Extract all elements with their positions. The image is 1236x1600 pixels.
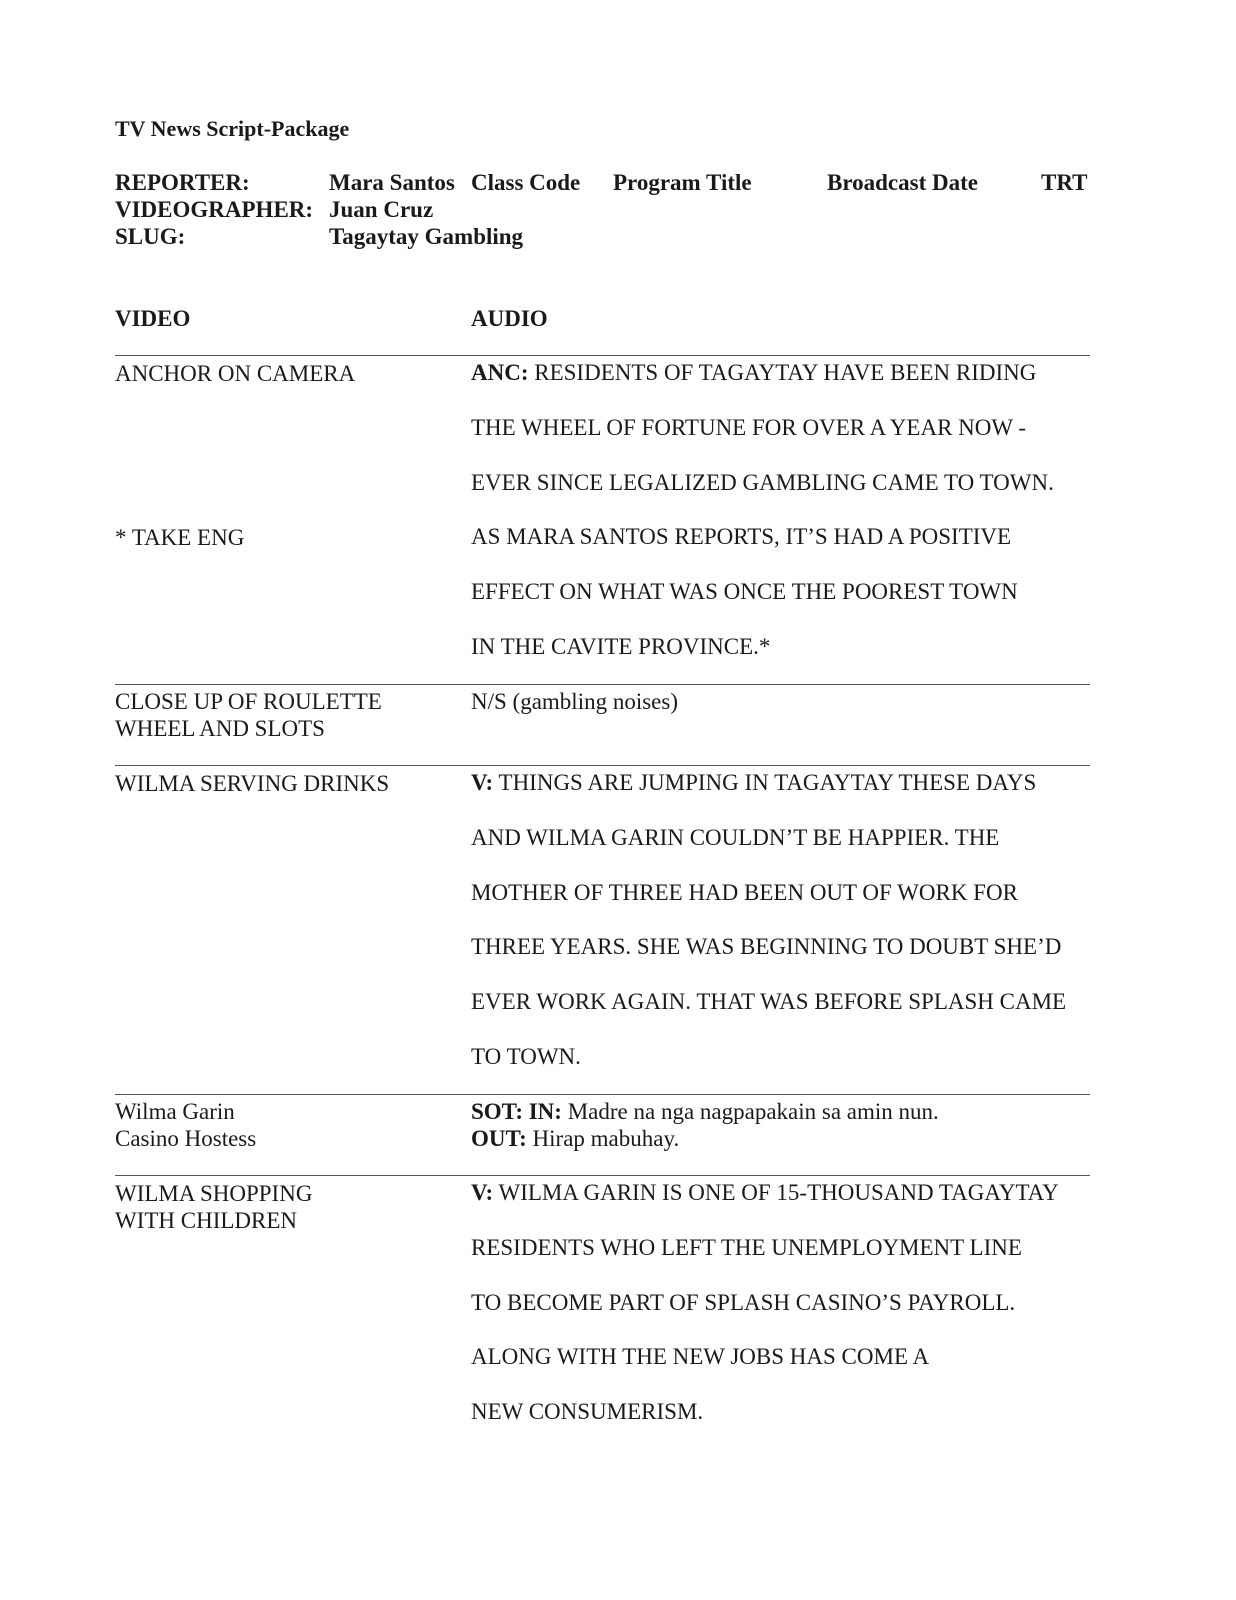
reporter-label: REPORTER: <box>115 170 250 195</box>
audio-line: V: WILMA GARIN IS ONE OF 15-THOUSAND TAGAYTAY <box>471 1180 1059 1205</box>
video-line: * TAKE ENG <box>115 525 245 550</box>
row-3-audio <box>471 756 1066 1085</box>
super-title: Casino Hostess <box>115 1126 257 1151</box>
row-5-video <box>115 1180 312 1234</box>
audio-line: THE WHEEL OF FORTUNE FOR OVER A YEAR NOW - <box>471 414 1027 440</box>
video-column-header: VIDEO <box>115 306 191 331</box>
audio-line: V: THINGS ARE JUMPING IN TAGAYTAY THESE DAYS <box>471 770 1037 795</box>
row-4-video <box>115 1098 256 1152</box>
audio-speaker-label: ANC: <box>471 360 529 385</box>
audio-line: TO TOWN. <box>471 1043 581 1069</box>
audio-line: EVER WORK AGAIN. THAT WAS BEFORE SPLASH CAME <box>471 989 1067 1015</box>
super-name: Wilma Garin <box>115 1099 235 1124</box>
row-3-video <box>115 770 389 797</box>
audio-line: ANC: RESIDENTS OF TAGAYTAY HAVE BEEN RIDING <box>471 360 1037 385</box>
row-1-video <box>115 360 355 387</box>
videographer-value: Juan Cruz <box>329 197 434 222</box>
audio-line: NEW CONSUMERISM. <box>471 1399 704 1425</box>
audio-line: EFFECT ON WHAT WAS ONCE THE POOREST TOWN <box>471 579 1018 605</box>
audio-line: RESIDENTS WHO LEFT THE UNEMPLOYMENT LINE <box>471 1234 1022 1260</box>
video-line: WILMA SERVING DRINKS <box>115 771 390 796</box>
row-1-audio <box>471 346 1054 675</box>
audio-line: N/S (gambling noises) <box>471 689 678 714</box>
audio-speaker-label: V: <box>471 770 494 795</box>
audio-line: EVER SINCE LEGALIZED GAMBLING CAME TO TOWN. <box>471 469 1054 495</box>
audio-line: IN THE CAVITE PROVINCE.* <box>471 633 771 659</box>
video-line: WITH CHILDREN <box>115 1208 298 1233</box>
audio-line: AND WILMA GARIN COULDN’T BE HAPPIER. THE <box>471 824 1000 850</box>
video-line: WHEEL AND SLOTS <box>115 716 325 741</box>
videographer-label: VIDEOGRAPHER: <box>115 197 314 222</box>
row-1-video-cue <box>115 524 244 551</box>
document-title: TV News Script-Package <box>115 116 350 141</box>
class-code-label: Class Code <box>471 170 581 195</box>
audio-column-header: AUDIO <box>471 306 548 331</box>
row-2-audio <box>471 688 678 715</box>
row-4-audio <box>471 1098 939 1152</box>
trt-label: TRT <box>1041 170 1088 195</box>
row-divider <box>115 684 1090 685</box>
slug-value: Tagaytay Gambling <box>329 224 524 249</box>
broadcast-date-label: Broadcast Date <box>827 170 978 195</box>
sot-out-label: OUT: <box>471 1126 527 1151</box>
slug-label: SLUG: <box>115 224 186 249</box>
video-line: ANCHOR ON CAMERA <box>115 361 356 386</box>
sot-out-line: OUT: Hirap mabuhay. <box>471 1126 680 1151</box>
video-line: CLOSE UP OF ROULETTE <box>115 689 382 714</box>
audio-line: THREE YEARS. SHE WAS BEGINNING TO DOUBT SHE’D <box>471 934 1062 960</box>
sot-in-label: SOT: IN: <box>471 1099 562 1124</box>
row-2-video <box>115 688 382 742</box>
program-title-label: Program Title <box>613 170 752 195</box>
sot-in-line: SOT: IN: Madre na nga nagpapakain sa amin nun. <box>471 1099 939 1124</box>
row-5-audio <box>471 1166 1059 1440</box>
row-divider <box>115 1094 1090 1095</box>
audio-line: ALONG WITH THE NEW JOBS HAS COME A <box>471 1344 930 1370</box>
reporter-value: Mara Santos <box>329 170 455 195</box>
audio-line: TO BECOME PART OF SPLASH CASINO’S PAYROLL. <box>471 1289 1016 1315</box>
audio-speaker-label: V: <box>471 1180 494 1205</box>
audio-line: MOTHER OF THREE HAD BEEN OUT OF WORK FOR <box>471 879 1018 905</box>
video-line: WILMA SHOPPING <box>115 1181 313 1206</box>
audio-line: AS MARA SANTOS REPORTS, IT’S HAD A POSITIVE <box>471 524 1012 550</box>
